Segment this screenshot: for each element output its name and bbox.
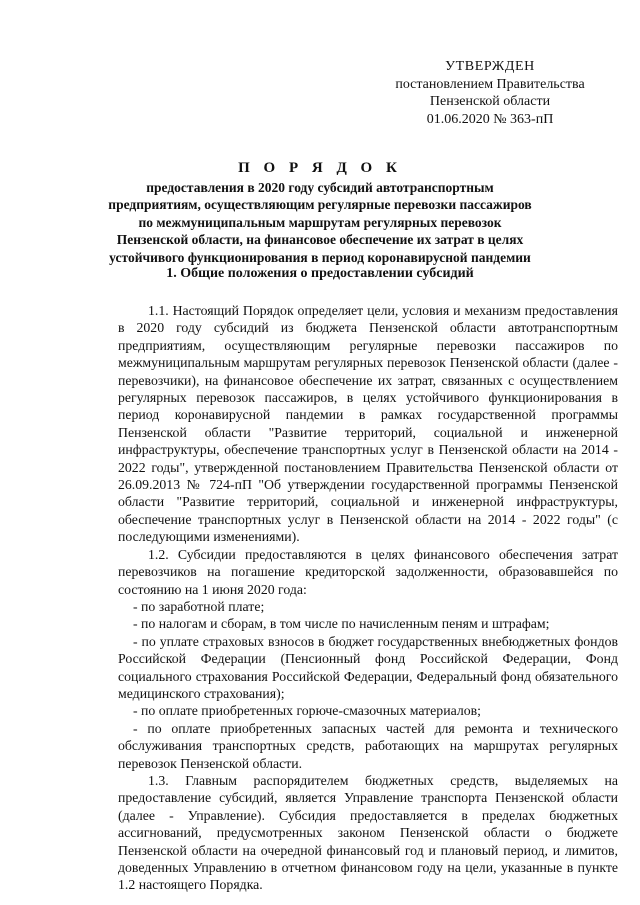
section-heading: 1. Общие положения о предоставлении субсидий bbox=[166, 266, 474, 281]
paragraph-1-1: 1.1. Настоящий Порядок определяет цели, условия и механизм предоставления в 2020 году субсидий из бюджета Пензенской области автотранспортным предприятиям, осуществляющим регулярные перевозки пассажиров по межмуниципальным маршрутам регулярных перевозок Пензенской области (далее - перевозчики), на финансовое обеспечение их затрат, связанных с осуществлением регулярных перевозок пассажиров, в целях устойчивого функционирования в период коронавирусной пандемии в рамках государственной программы Пензенской области "Развитие территорий, социальной и инженерной инфраструктуры, обеспечение транспортных услуг в Пензенской области на 2014 - 2022 годы", утвержденной постановлением Правительства Пензенской области от 26.09.2013 № 724-пП "Об утверждении государственной программы Пензенской области "Развитие территорий, социальной и инженерной инфраструктуры, обеспечение транспортных услуг в Пензенской области на 2014 - 2022 годы" (с последующими изменениями). bbox=[118, 303, 618, 545]
title-word: П О Р Я Д О К bbox=[238, 160, 402, 176]
title-line: устойчивого функционирования в период коронавирусной пандемии bbox=[109, 249, 531, 265]
title-line: Пензенской области, на финансовое обеспечение их затрат в целях bbox=[116, 232, 524, 247]
approval-line-1: постановлением Правительства bbox=[395, 76, 585, 92]
list-item: - по заработной плате; bbox=[133, 598, 265, 614]
list-item: - по оплате приобретенных запасных частей для ремонта и технического обслуживания транспортных средств, работающих на маршрутах регулярных перевозок Пензенской области. bbox=[118, 720, 618, 771]
list-item: - по оплате приобретенных горюче-смазочных материалов; bbox=[133, 703, 481, 719]
document-title bbox=[100, 160, 540, 266]
approval-heading: УТВЕРЖДЕН bbox=[445, 59, 535, 74]
paragraph-1-3: 1.3. Главным распорядителем бюджетных средств, выделяемых на предоставление субсидий, является Управление транспорта Пензенской области (далее - Управление). Субсидия предоставляется в пределах бюджетных ассигнований, предусмотренных законом Пензенской области о бюджете Пензенской области на очередной финансовый год и плановый период, и лимитов, доведенных Управлению в отчетном финансовом году на цели, указанные в пункте 1.2 настоящего Порядка. bbox=[118, 772, 618, 893]
list-item: - по уплате страховых взносов в бюджет государственных внебюджетных фондов Российской Федерации (Пенсионный фонд Российской Федерации, Фонд социального страхования Российской Федерации, Федеральный фонд обязательного медицинского страхования); bbox=[118, 633, 618, 701]
approval-date-number: 01.06.2020 № 363-пП bbox=[426, 111, 554, 127]
title-line: предоставления в 2020 году субсидий автотранспортным bbox=[146, 179, 494, 195]
title-line: предприятиям, осуществляющим регулярные перевозки пассажиров bbox=[108, 197, 532, 212]
approval-line-2: Пензенской области bbox=[429, 94, 551, 109]
approval-stamp bbox=[360, 58, 620, 128]
title-line: по межмуниципальным маршрутам регулярных перевозок bbox=[138, 214, 502, 230]
paragraph-1-2: 1.2. Субсидии предоставляются в целях финансового обеспечения затрат перевозчиков на погашение кредиторской задолженности, образовавшейся по состоянию на 1 июня 2020 года: bbox=[118, 546, 618, 597]
list-item: - по налогам и сборам, в том числе по начисленным пеням и штрафам; bbox=[133, 616, 550, 632]
document-body bbox=[118, 302, 618, 894]
